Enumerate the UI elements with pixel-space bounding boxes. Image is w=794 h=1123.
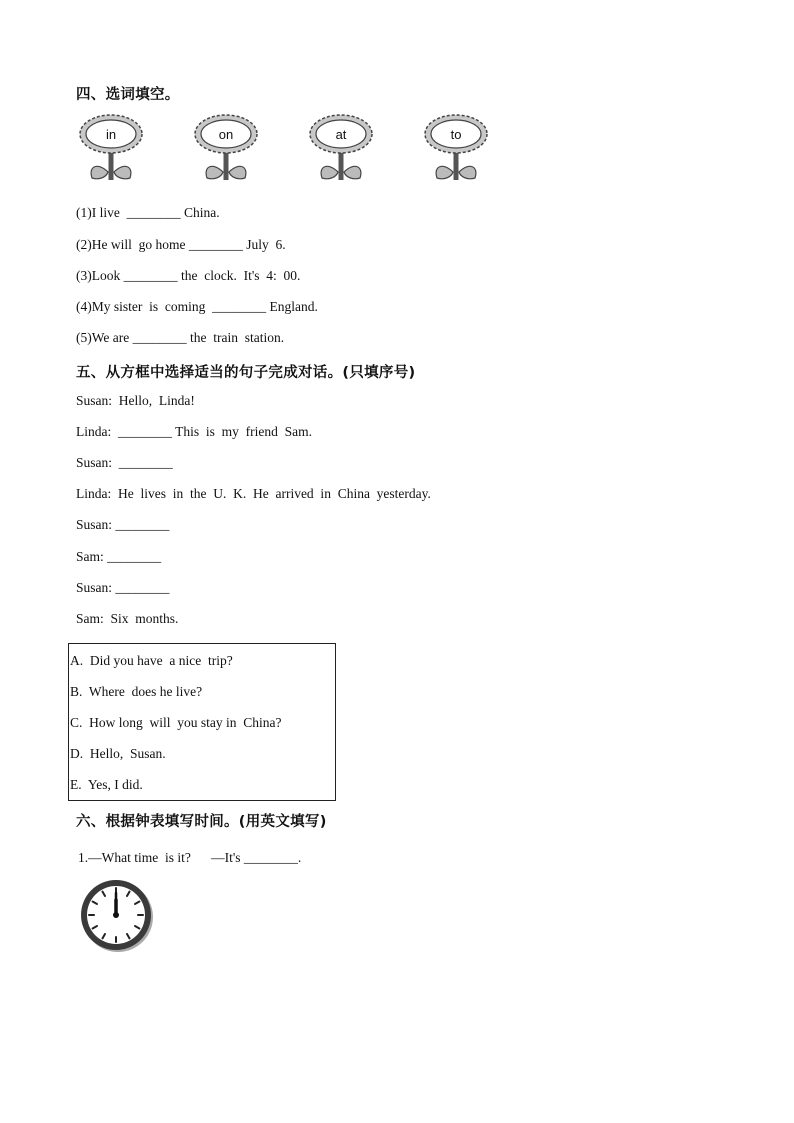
clock-icon [80,878,154,954]
option-d: D. Hello, Susan. [70,746,166,761]
option-b: B. Where does he live? [70,684,203,699]
fill-blank-item: (5)We are ________ the train station. [76,330,285,345]
dialogue-line: Susan: Hello, Linda! [76,393,195,408]
dialogue-line: Linda: He lives in the U. K. He arrived in China yesterday. [76,486,431,501]
dialogue-line: Sam: Six months. [76,611,179,626]
option-e: E. Yes, I did. [70,777,143,792]
word-in: in [105,127,117,142]
fill-blank-item: (4)My sister is coming ________ England. [76,299,318,314]
options-box [68,643,336,801]
flower-icon [423,114,489,184]
dialogue-line: Sam: ________ [76,549,162,564]
dialogue-line: Linda: ________ This is my friend Sam. [76,424,312,439]
fill-blank-item: (3)Look ________ the clock. It's 4: 00. [76,268,301,283]
word-flowers [78,114,498,186]
fill-blank-item: (2)He will go home ________ July 6. [76,237,286,252]
section-4-heading: 四、选词填空。 [76,87,180,103]
fill-blank-item: (1)I live ________ China. [76,205,220,220]
flower-icon [78,114,144,184]
dialogue-line: Susan: ________ [76,455,173,470]
option-a: A. Did you have a nice trip? [70,653,233,668]
word-at: at [335,127,347,142]
section-5-heading: 五、从方框中选择适当的句子完成对话。(只填序号) [76,365,416,381]
word-on: on [218,127,234,142]
dialogue-line: Susan: ________ [76,517,170,532]
dialogue-line: Susan: ________ [76,580,170,595]
flower-icon [308,114,374,184]
section-6-heading: 六、根据钟表填写时间。(用英文填写) [76,814,327,830]
flower-icon [193,114,259,184]
clock-question: 1.—What time is it? —It's ________. [78,850,302,865]
word-to: to [450,127,462,142]
option-c: C. How long will you stay in China? [70,715,282,730]
